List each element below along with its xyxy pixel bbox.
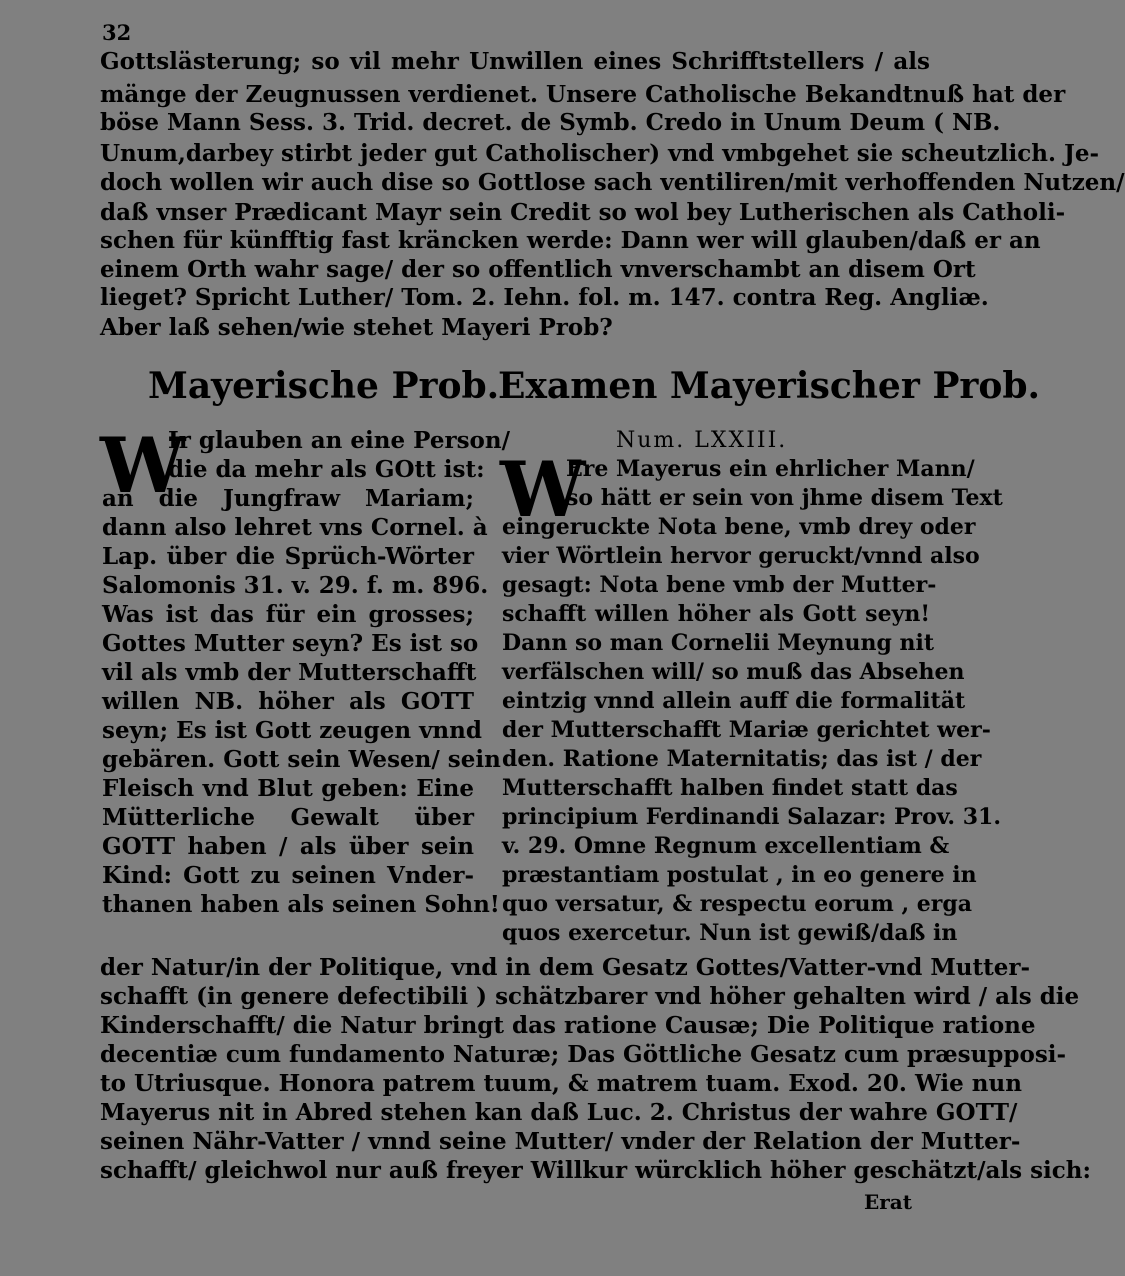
column-line: gebären. Gott sein Wesen/ sein: [102, 746, 501, 773]
column-line: quos exercetur. Nun ist gewiß/daß in: [502, 920, 958, 946]
column-line: Gottes Mutter seyn? Es ist so: [102, 630, 479, 657]
text-line: Unum,darbey stirbt jeder gut Catholischer) vnd vmbgehet sie scheutzlich. Je-: [100, 140, 1100, 167]
column-line: seyn; Es ist Gott zeugen vnnd: [102, 717, 482, 744]
column-line: eintzig vnnd allein auff die formalität: [502, 688, 966, 714]
text-line: schen für künfftig fast kräncken werde: Dann wer will glauben/daß er an: [100, 227, 1041, 254]
text-line: decentiæ cum fundamento Naturæ; Das Göttliche Gesatz cum præsupposi-: [100, 1041, 1067, 1068]
text-line: Aber laß sehen/wie stehet Mayeri Prob?: [100, 314, 613, 341]
column-line: so hätt er sein von jhme disem Text: [566, 485, 1003, 511]
column-line: Ir glauben an eine Person/: [168, 427, 510, 454]
text-line: lieget? Spricht Luther/ Tom. 2. Iehn. fol. m. 147. contra Reg. Angliæ.: [100, 284, 989, 311]
drop-cap: W: [100, 421, 186, 510]
column-line: GOTT haben / als über sein: [102, 833, 474, 860]
column-line: den. Ratione Maternitatis; das ist / der: [502, 746, 982, 772]
text-line: schafft/ gleichwol nur auß freyer Willkur würcklich höher geschätzt/als sich:: [100, 1157, 1091, 1184]
text-line: doch wollen wir auch dise so Gottlose sach ventiliren/mit verhoffenden Nutzen/: [100, 169, 1125, 196]
text-line: einem Orth wahr sage/ der so offentlich vnverschambt an disem Ort: [100, 256, 976, 283]
drop-cap: W: [500, 445, 586, 534]
column-line: Ere Mayerus ein ehrlicher Mann/: [566, 456, 975, 482]
text-line: seinen Nähr-Vatter / vnnd seine Mutter/ vnder der Relation der Mutter-: [100, 1128, 1021, 1155]
column-line: vier Wörtlein hervor geruckt/vnnd also: [502, 543, 980, 569]
column-line: v. 29. Omne Regnum excellentiam &: [502, 833, 950, 859]
left-column-heading: Mayerische Prob.: [148, 365, 500, 407]
column-line: Lap. über die Sprüch-Wörter: [102, 543, 474, 570]
text-line: Mayerus nit in Abred stehen kan daß Luc. 2. Christus der wahre GOTT/: [100, 1099, 1018, 1126]
column-line: dann also lehret vns Cornel. à: [102, 514, 488, 541]
text-line: schafft (in genere defectibili ) schätzbarer vnd höher gehalten wird / als die: [100, 983, 1080, 1010]
text-line: Kinderschafft/ die Natur bringt das ratione Causæ; Die Politique ratione: [100, 1012, 1036, 1039]
column-line: Was ist das für ein grosses;: [102, 601, 474, 628]
text-line: to Utriusque. Honora patrem tuum, & matrem tuam. Exod. 20. Wie nun: [100, 1070, 1022, 1097]
page-number: 32: [102, 20, 132, 45]
column-line: quo versatur, & respectu eorum , erga: [502, 891, 973, 917]
text-line: böse Mann Sess. 3. Trid. decret. de Symb. Credo in Unum Deum ( NB.: [100, 109, 1001, 136]
column-line: vil als vmb der Mutterschafft: [102, 659, 477, 686]
column-line: schafft willen höher als Gott seyn!: [502, 601, 930, 627]
column-line: eingeruckte Nota bene, vmb drey oder: [502, 514, 976, 540]
section-number: Num. LXXIII.: [616, 428, 788, 453]
catchword: Erat: [864, 1190, 912, 1214]
column-line: gesagt: Nota bene vmb der Mutter-: [502, 572, 937, 598]
text-line: der Natur/in der Politique, vnd in dem Gesatz Gottes/Vatter-vnd Mutter-: [100, 954, 1031, 981]
column-line: Kind: Gott zu seinen Vnder-: [102, 862, 474, 889]
column-line: Mütterliche Gewalt über: [102, 804, 474, 831]
column-line: Fleisch vnd Blut geben: Eine: [102, 775, 474, 802]
column-line: die da mehr als GOtt ist:: [168, 456, 485, 483]
text-line: mänge der Zeugnussen verdienet. Unsere Catholische Bekandtnuß hat der: [100, 81, 1066, 108]
column-line: Dann so man Cornelii Meynung nit: [502, 630, 935, 656]
text-line: daß vnser Prædicant Mayr sein Credit so wol bey Lutherischen als Catholi-: [100, 199, 1066, 226]
column-line: Salomonis 31. v. 29. f. m. 896.: [102, 572, 489, 599]
column-line: der Mutterschafft Mariæ gerichtet wer-: [502, 717, 991, 743]
column-line: Mutterschafft halben findet statt das: [502, 775, 958, 801]
column-line: verfälschen will/ so muß das Absehen: [502, 659, 965, 685]
text-line: Gottslästerung; so vil mehr Unwillen eines Schrifftstellers / als: [100, 48, 930, 75]
column-line: an die Jungfraw Mariam;: [102, 485, 474, 512]
column-line: willen NB. höher als GOTT: [102, 688, 474, 715]
column-line: thanen haben als seinen Sohn!: [102, 891, 500, 918]
column-line: principium Ferdinandi Salazar: Prov. 31.: [502, 804, 1001, 830]
right-column-heading: Examen Mayerischer Prob.: [498, 365, 1041, 407]
column-line: præstantiam postulat , in eo genere in: [502, 862, 977, 888]
